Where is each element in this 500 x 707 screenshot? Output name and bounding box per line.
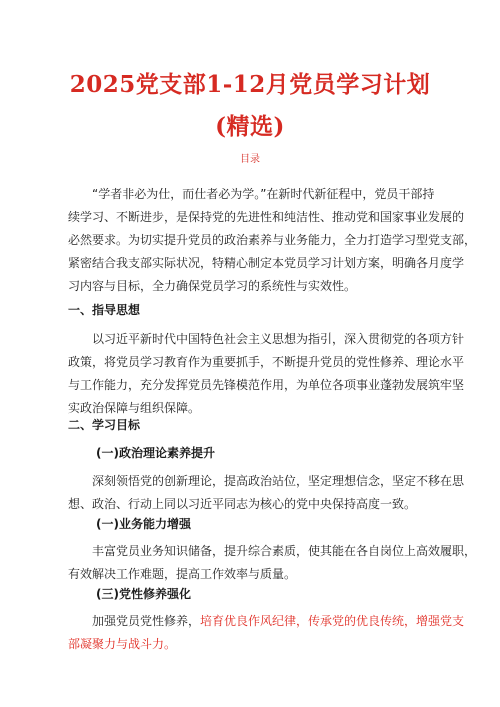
political-theory-paragraph xyxy=(68,470,465,516)
guiding-ideology-paragraph xyxy=(68,328,465,420)
highlighted-text: 培育优良作风纪律，传承党的优良传统，增强党支 xyxy=(200,614,465,628)
paragraph-line: 实政治保障与组织保障。 xyxy=(68,401,201,415)
intro-line: “学者非必为仕，而仕者必为学。”在新时代新征程中，党员干部持 xyxy=(92,187,435,201)
section-heading-learning-goals: 二、学习目标 xyxy=(68,418,141,432)
highlighted-text: 部凝聚力与战斗力。 xyxy=(68,637,177,651)
paragraph-line: 丰富党员业务知识储备，提升综合素质，使其能在各自岗位上高效履职， xyxy=(92,544,477,558)
subheading-political-theory: (一)政治理论素养提升 xyxy=(96,446,215,460)
paragraph-line: 以习近平新时代中国特色社会主义思想为指引，深入贯彻党的各项方针 xyxy=(92,332,465,346)
paragraph-line: 政策，将党员学习教育作为重要抓手，不断提升党员的党性修养、理论水平 xyxy=(68,355,465,369)
party-spirit-paragraph xyxy=(68,610,465,656)
intro-line: 习内容与目标，全力确保党员学习的系统性与实效性。 xyxy=(68,279,357,293)
paragraph-line: 有效解决工作难题，提高工作效率与质量。 xyxy=(68,567,297,581)
intro-line: 必然要求。为切实提升党员的政治素养与业务能力，全力打造学习型党支部， xyxy=(68,233,477,247)
document-title-suffix: (精选) xyxy=(215,113,285,140)
business-ability-paragraph xyxy=(68,540,477,586)
paragraph-line: 想、政治、行动上同以习近平同志为核心的党中央保持高度一致。 xyxy=(68,497,417,511)
section-heading-guiding-ideology: 一、指导思想 xyxy=(68,303,141,317)
paragraph-line: 深刻领悟党的创新理论，提高政治站位，坚定理想信念，坚定不移在思 xyxy=(92,474,465,488)
intro-paragraph xyxy=(68,183,477,298)
subheading-party-spirit: (三)党性修养强化 xyxy=(96,587,191,601)
subheading-business-ability: (一)业务能力增强 xyxy=(96,517,191,531)
paragraph-line: 加强党员党性修养，培育优良作风纪律，传承党的优良传统，增强党支 xyxy=(92,614,465,628)
intro-line: 续学习、不断进步，是保持党的先进性和纯洁性、推动党和国家事业发展的 xyxy=(68,210,465,224)
intro-line: 紧密结合我支部实际状况，特精心制定本党员学习计划方案，明确各月度学 xyxy=(68,256,465,270)
paragraph-line: 与工作能力，充分发挥党员先锋模范作用，为单位各项事业蓬勃发展筑牢坚 xyxy=(68,378,465,392)
document-title: 2025党支部1-12月党员学习计划 xyxy=(69,71,431,98)
table-of-contents-link[interactable]: 目录 xyxy=(240,154,260,165)
